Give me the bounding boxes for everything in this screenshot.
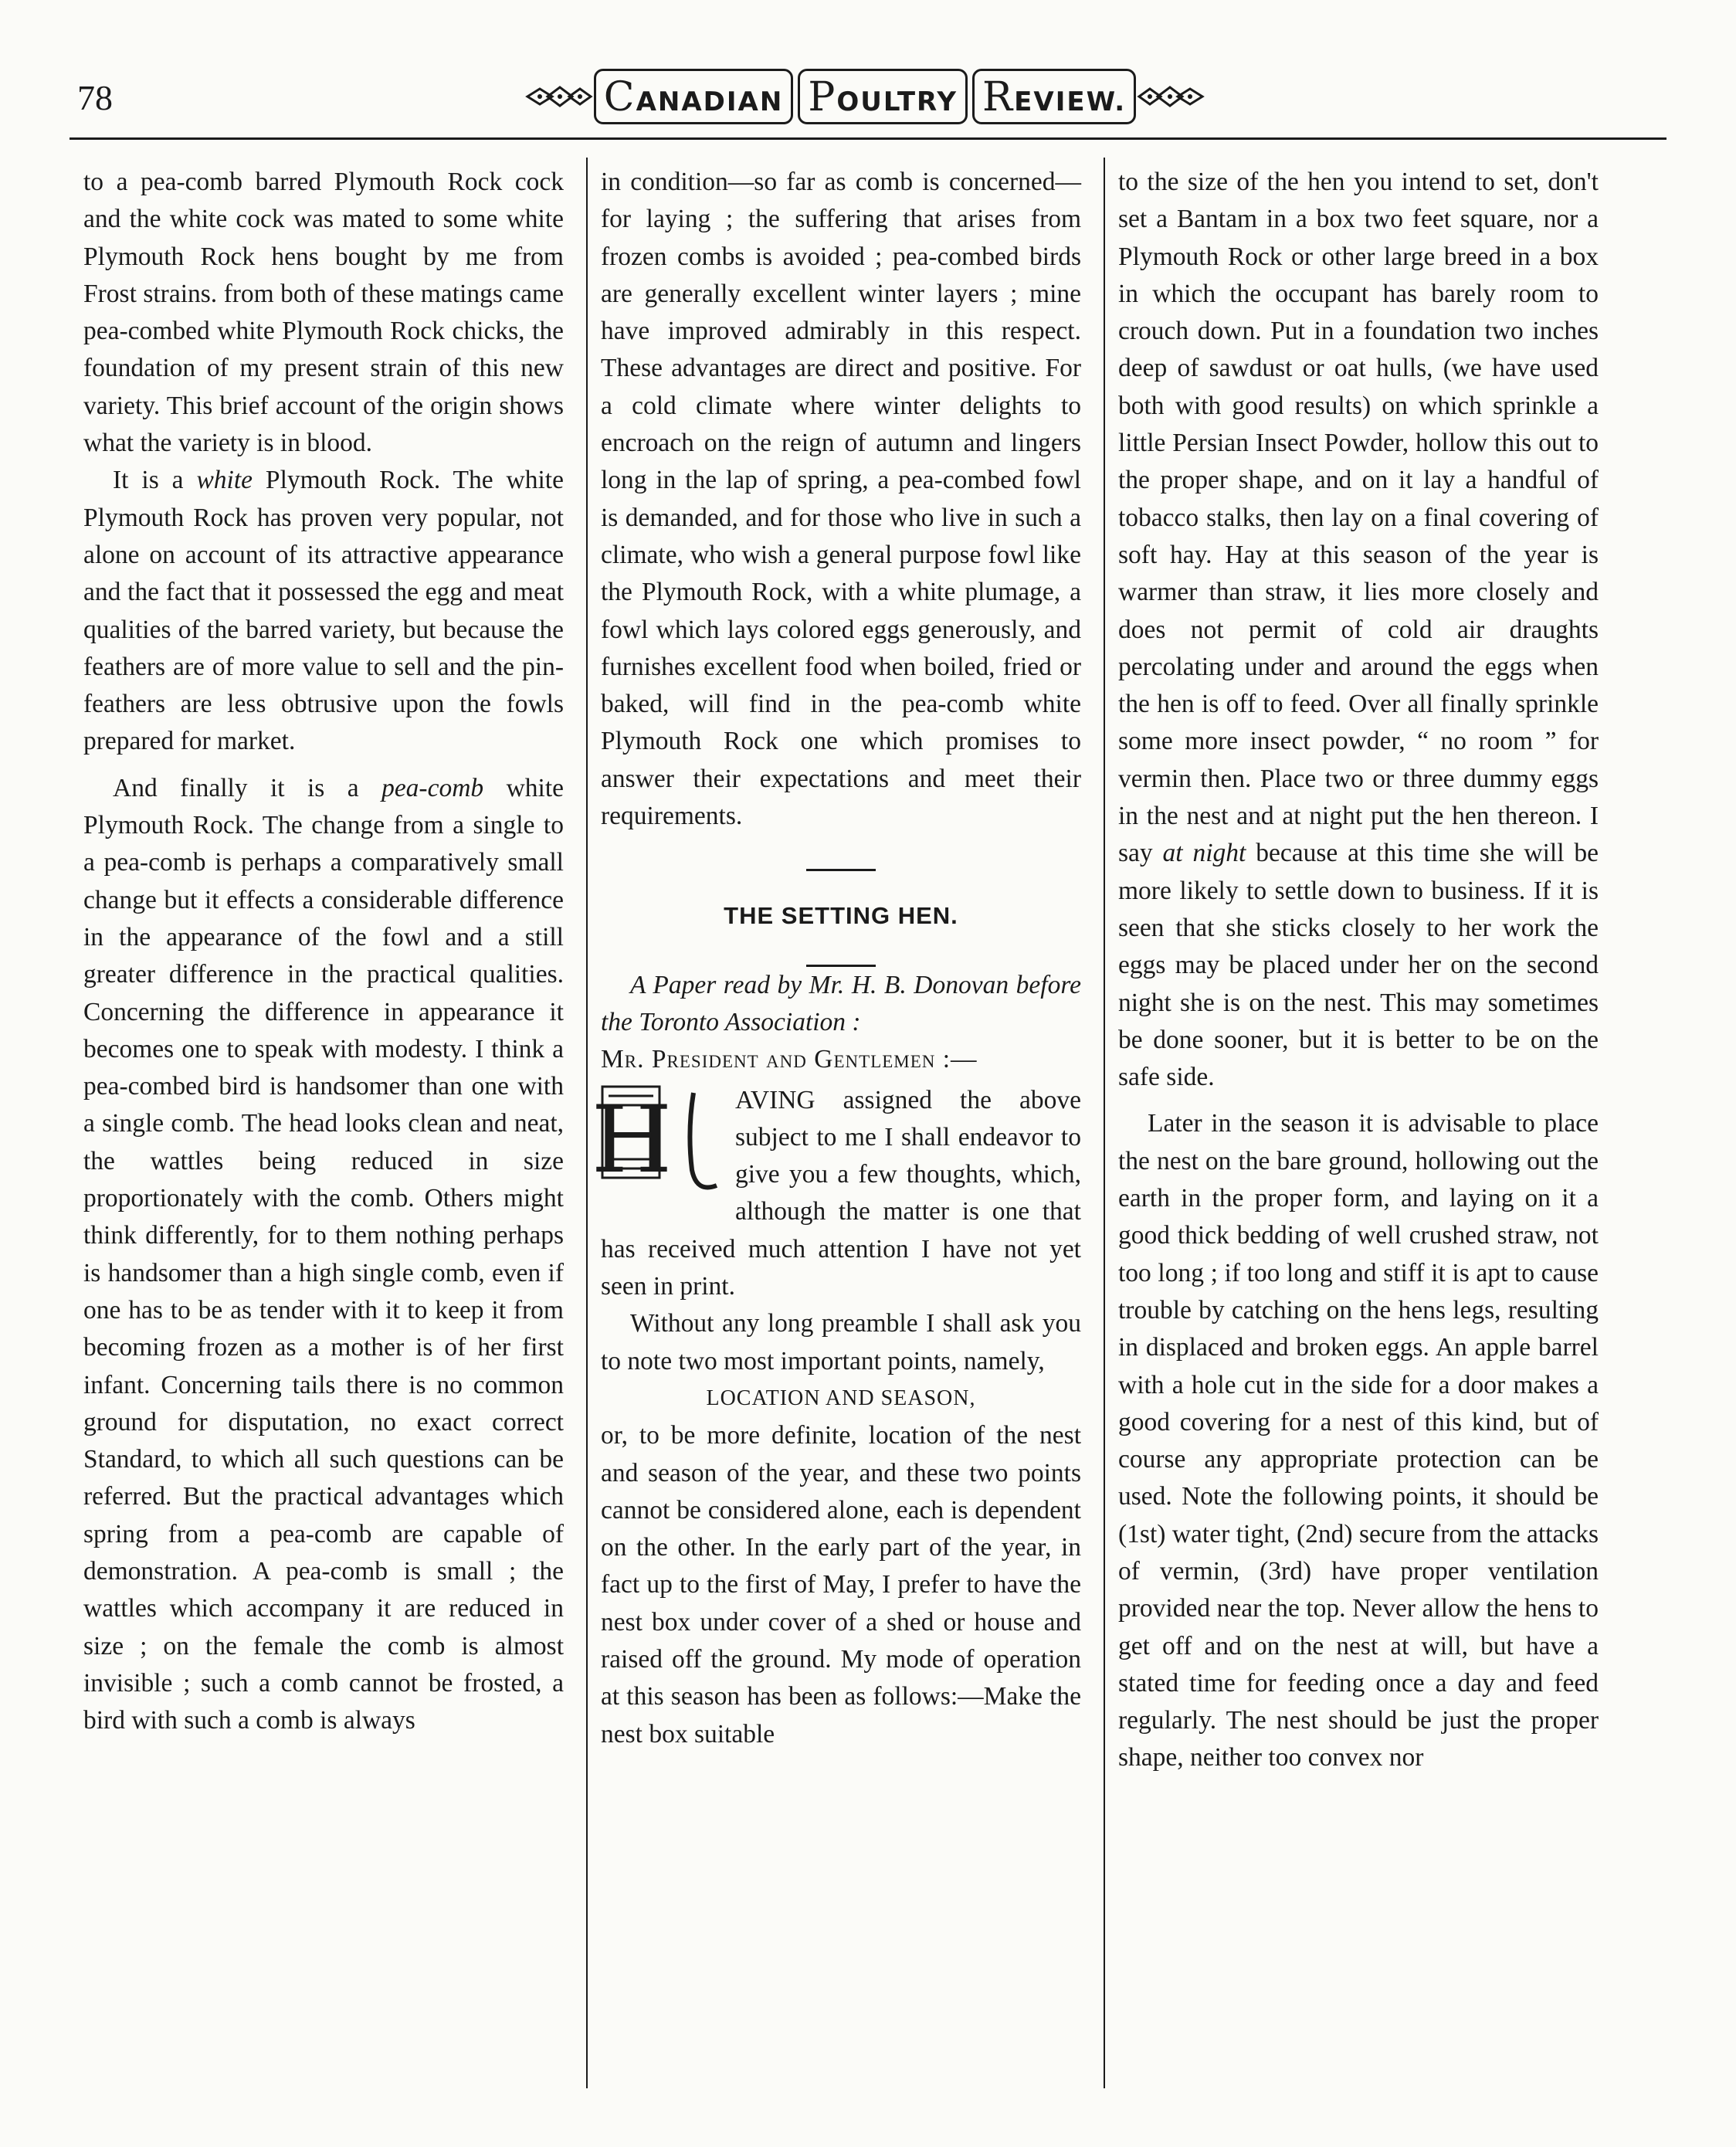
paragraph: AVING assigned the above subject to me I shall endeavor to give you a few thoughts, which, although the matter is one that has received much attention I have not yet seen in print. [601, 1085, 1081, 1301]
subheading: LOCATION AND SEASON, [706, 1386, 976, 1410]
paragraph: It is a white Plymouth Rock. The white Plymouth Rock has proven very popular, not alone on account of its attractive appearance and the fact that it possessed the egg and meat qualities of the barred variety, but because the feathers are of more value to sell and the pin-feathers are less obtrusive upon the fowls prepared for market. [83, 466, 564, 756]
byline: A Paper read by Mr. H. B. Donovan before the Toronto Association : [601, 970, 1081, 1036]
paragraph: to the size of the hen you intend to set, don't set a Bantam in a box two feet square, nor a Plymouth Rock or other large breed in a box in which the occupant has barely room to crouch down. Put in a foundation two inches deep of sawdust or oat hulls, (we have used both with good results) on which sprinkle a little Persian Insect Powder, hollow this out to the proper shape, and on it lay a handful of tobacco stalks, then lay on a final covering of soft hay. Hay at this season of the year is warmer than straw, it lies more closely and does not permit of cold air draughts percolating under and around the eggs when the hen is off to feed. Over all finally sprinkle some more insect powder, “ no room ” for vermin then. Place two or three dummy eggs in the nest and at night put the hen thereon. I say at night because at this time she will be more likely to settle down to business. If it is seen that she sticks closely to her work the eggs may be placed under her on the second night she is on the nest. This may sometimes be done sooner, but it is better to be on the safe side. [1118, 168, 1599, 1092]
section-title: THE SETTING HEN. [724, 902, 958, 930]
paragraph: Without any long preamble I shall ask you to note two most important points, namely, [601, 1309, 1081, 1375]
left-ornament-icon [524, 80, 594, 114]
column-1 [83, 164, 564, 1739]
svg-text:H: H [591, 1086, 673, 1194]
masthead-word-canadian: CANADIAN [594, 69, 794, 124]
masthead-word-review: REVIEW. [972, 69, 1136, 124]
paragraph: or, to be more definite, location of the nest and season of the year, and these two points cannot be considered alone, each is dependent on the other. In the early part of the year, in fact up to the first of May, I prefer to have the nest box under cover of a shed or house and raised off the ground. My mode of operation at this season has been as follows:—Make the nest box suitable [601, 1421, 1081, 1748]
masthead-word-poultry: POULTRY [798, 69, 968, 124]
paragraph: to a pea-comb barred Plymouth Rock cock and the white cock was mated to some white Plymouth Rock hens bought by me from Frost strains. from both of these matings came pea-combed white Plymouth Rock chicks, the foundation of my present strain of this new variety. This brief account of the origin shows what the variety is in blood. [83, 168, 564, 458]
page-number: 78 [77, 78, 113, 117]
decorative-dropcap-h-icon [591, 1085, 724, 1201]
masthead-title [594, 69, 1136, 124]
masthead [571, 62, 1158, 131]
salutation: Mr. President and Gentlemen :— [601, 1045, 978, 1074]
opening-paragraph [591, 1082, 1081, 1306]
section-divider [806, 869, 876, 871]
column-3 [1118, 164, 1599, 1777]
header-rule [70, 137, 1666, 140]
right-ornament-icon [1136, 80, 1205, 114]
column-2 [591, 164, 1081, 1753]
paragraph: Later in the season it is advisable to place the nest on the bare ground, hollowing out the earth in the proper form, and laying on it a good thick bedding of well crushed straw, not too long ; if too long and stiff it is apt to cause trouble by catching on the hens legs, resulting in displaced and broken eggs. An apple barrel with a hole cut in the side for a door makes a good covering for a nest of this kind, but of course any appropriate protection can be used. Note the following points, it should be (1st) water tight, (2nd) secure from the attacks of vermin, (3rd) have proper ventilation provided near the top. Never allow the hens to get off and on the nest at will, but have a stated time for feeding once a day and feed regularly. The nest should be just the proper shape, neither too convex nor [1118, 1109, 1599, 1772]
column-divider-2 [1104, 158, 1105, 2088]
column-divider-1 [586, 158, 588, 2088]
paragraph: And finally it is a pea-comb white Plymouth Rock. The change from a single to a pea-comb is perhaps a comparatively small change but it effects a considerable difference in the appearance of the fowl and a still greater difference in the practical qualities. Concerning the difference in appearance it becomes one to speak with modesty. I think a pea-combed bird is handsomer than one with a single comb. The head looks clean and neat, the wattles being reduced in size proportionately with the comb. Others might think differently, for to them nothing perhaps is handsomer than a high single comb, even if one has to be as tender with it to keep it from becoming frozen as a mother is of her first infant. Concerning tails there is no common ground for disputation, no exact correct Standard, to which all such questions can be referred. But the practical advantages which spring from a pea-comb are capable of demonstration. A pea-comb is small ; the wattles which accompany it are reduced in size ; on the female the comb is almost invisible ; such a comb cannot be frosted, a bird with such a comb is always [83, 773, 564, 1735]
paragraph: in condition—so far as comb is concerned—for laying ; the suffering that arises from frozen combs is avoided ; pea-combed birds are generally excellent winter layers ; mine have improved admirably in this respect. These advantages are direct and positive. For a cold climate where winter delights to encroach on the reign of autumn and lingers long in the lap of spring, a pea-combed fowl is demanded, and for those who live in such a climate, who wish a general purpose fowl like the Plymouth Rock, with a white plumage, a fowl which lays colored eggs generously, and furnishes excellent food when boiled, fried or baked, will find in the pea-comb white Plymouth Rock one which promises to answer their expectations and meet their requirements. [601, 168, 1081, 831]
